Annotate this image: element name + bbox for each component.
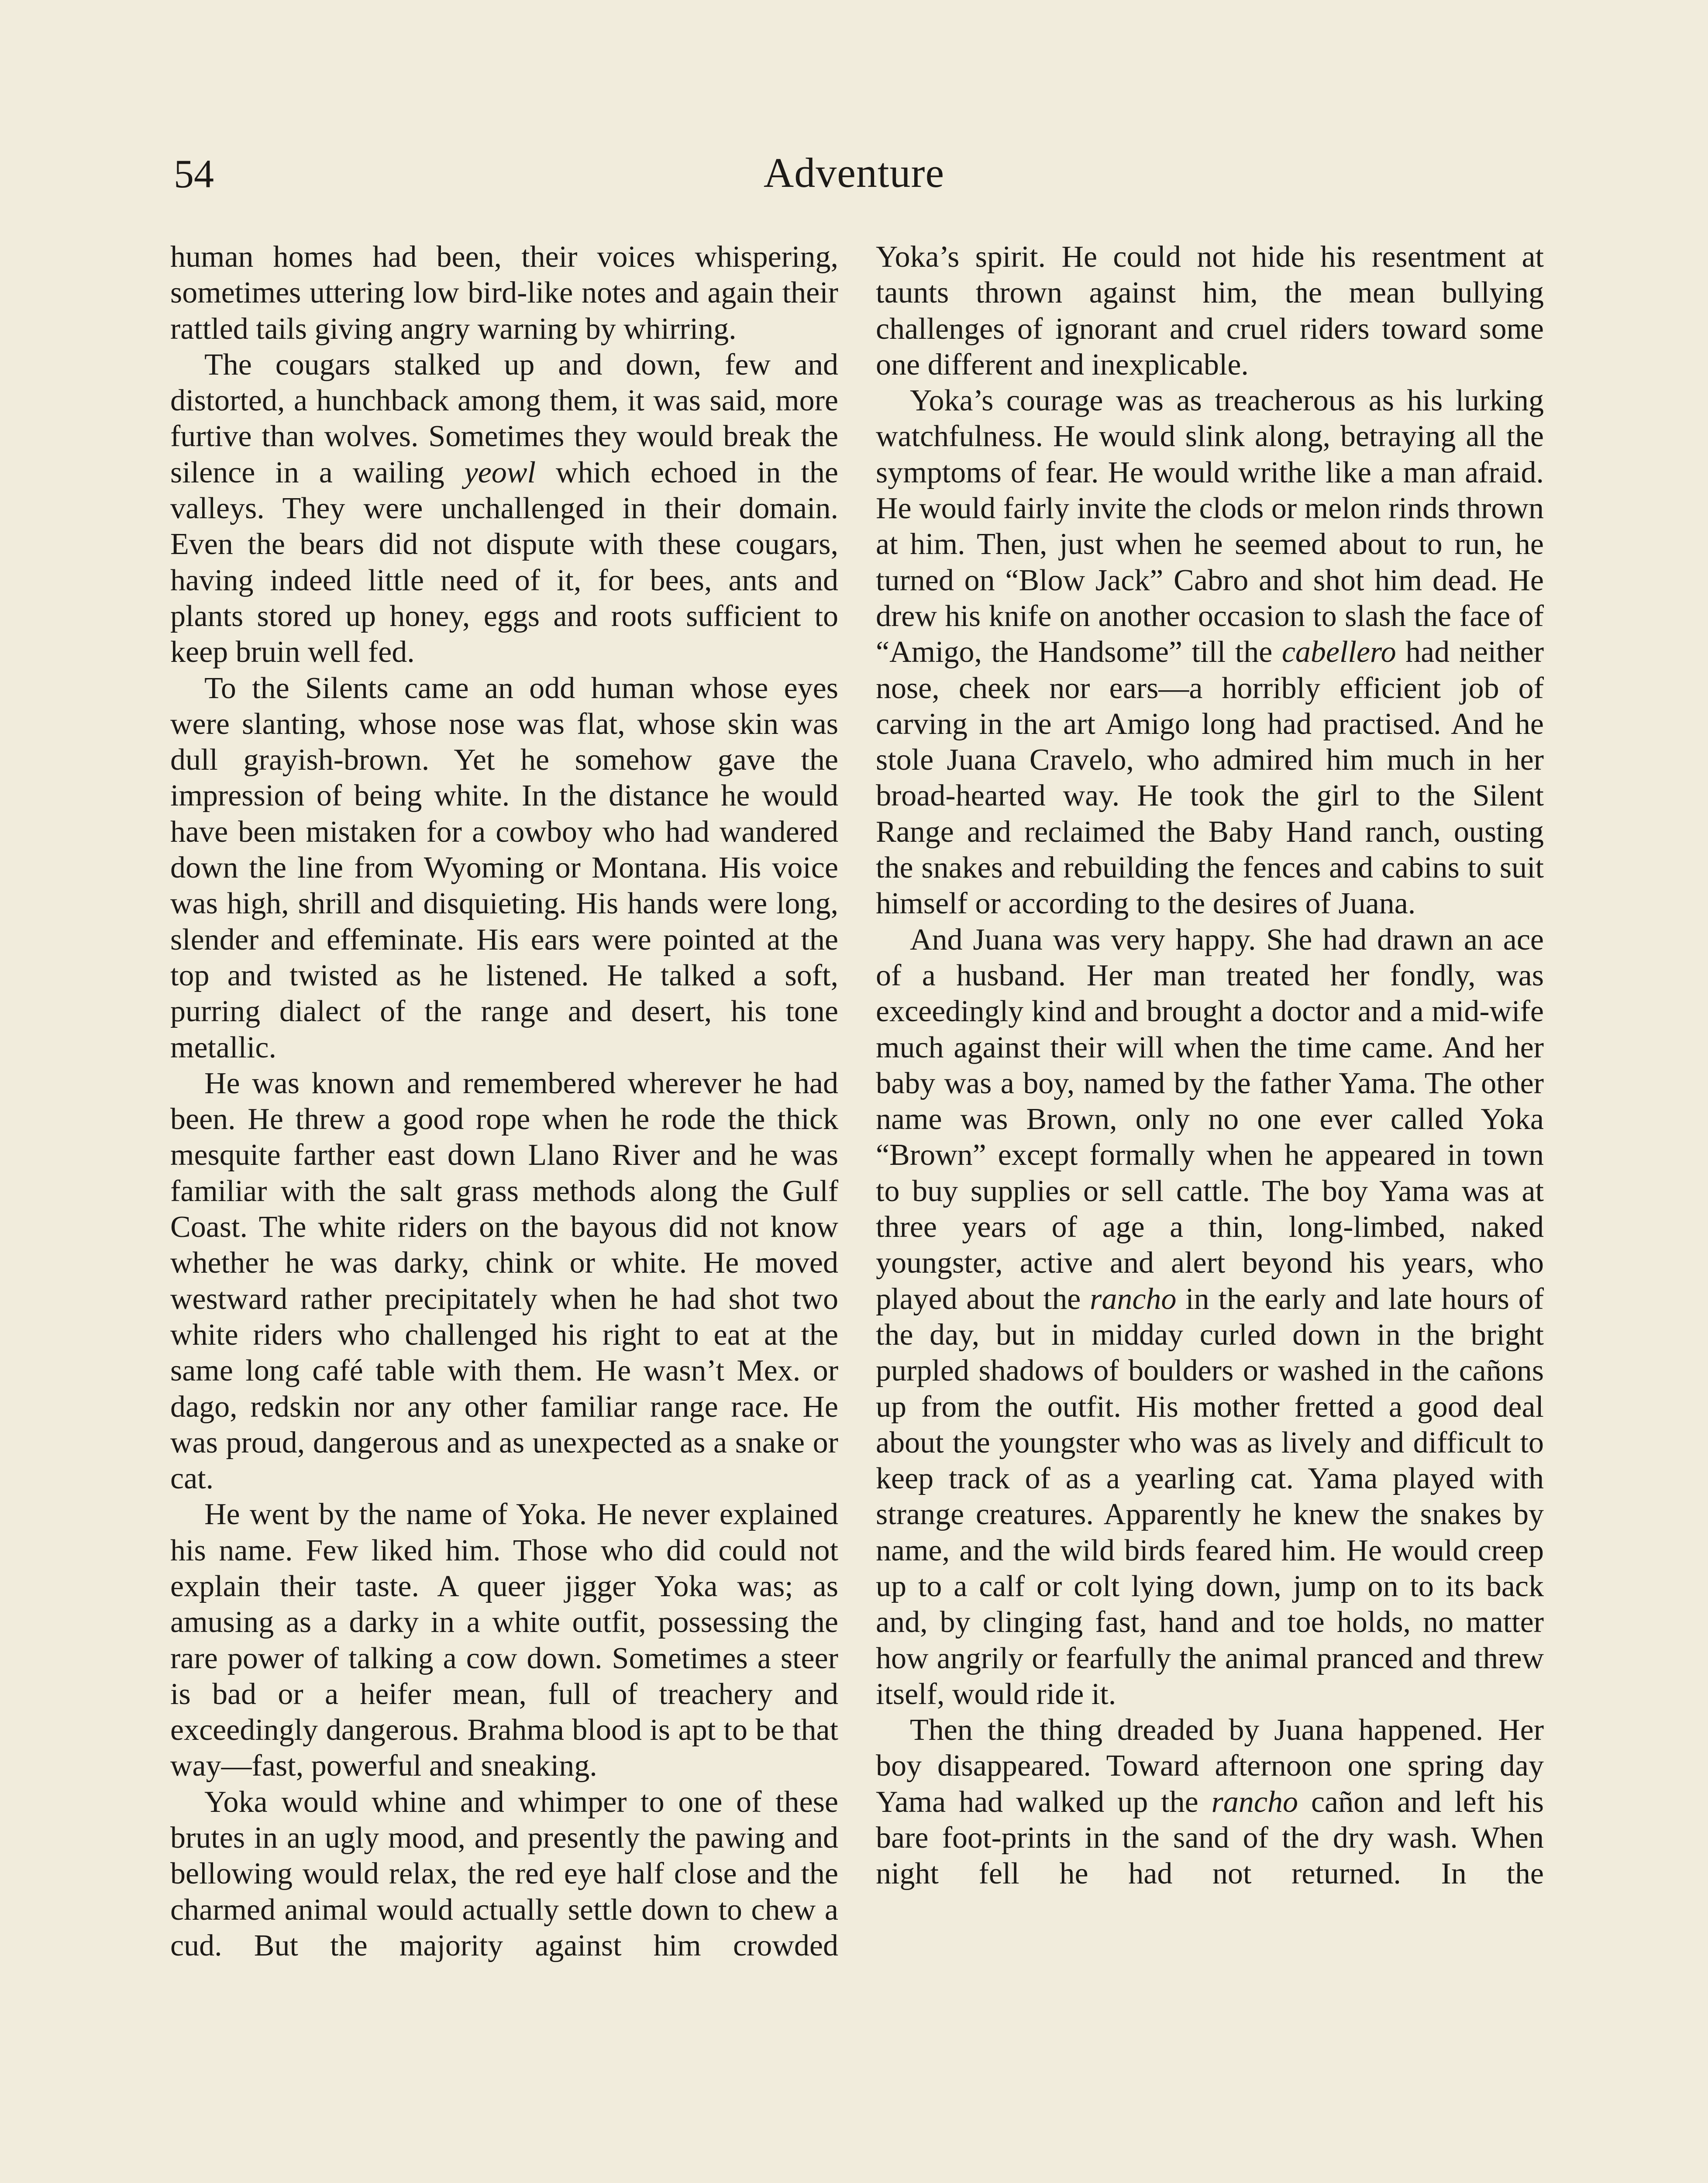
paragraph: He went by the name of Yoka. He never explained his name. Few liked him. Those who did could not explain their taste. A queer jigger Yoka was; as amusing as a darky in a white outfit, possessing the rare power of talking a cow down. Sometimes a steer is bad or a heifer mean, full of treachery and exceedingly dangerous. Brahma blood is apt to be that way—fast, powerful and sneaking. (170, 1498, 838, 1783)
italic-word: cabellero (1281, 635, 1396, 669)
italic-word: yeowl (464, 455, 536, 489)
page-number: 54 (174, 152, 214, 196)
paragraph: To the Silents came an odd human whose eyes were slanting, whose nose was flat, whose skin was dull grayish-brown. Yet he somehow gave the impression of being white. In the distance he would have been mistaken for a cowboy who had wandered down the line from Wyoming or Montana. His voice was high, shrill and disquieting. His hands were long, slender and effeminate. His ears were pointed at the top and twisted as he listened. He talked a soft, purring dialect of the range and desert, his tone metallic. (170, 671, 838, 1064)
paragraph: Yoka’s spirit. He could not hide his resentment at taunts thrown against him, the mean bullying challenges of ignorant and cruel riders toward some one different and inexplicable. (876, 240, 1544, 382)
running-head: Adventure (763, 149, 945, 196)
right-column (876, 239, 1544, 1892)
paragraph: He was known and remembered wherever he had been. He threw a good rope when he rode the thick mesquite farther east down Llano River and he was familiar with the salt grass methods along the Gulf Coast. The white riders on the bayous did not know whether he was darky, chink or white. He moved westward rather precipitately when he had shot two white riders who challenged his right to eat at the same long café table with them. He wasn’t Mex. or dago, redskin nor any other familiar range race. He was proud, dangerous and as unexpected as a snake or cat. (170, 1066, 838, 1496)
paragraph (876, 383, 1544, 922)
paragraph-text: And Juana was very happy. She had drawn an ace of a husband. Her man treated her fondly, was exceedingly kind and brought a doctor and a mid-wife much against their will when the time came. And her baby was a boy, named by the father Yama. The other name was Brown, only no one ever called Yoka “Brown” except formally when he appeared in town to buy supplies or sell cattle. The boy Yama was at three years of age a thin, long-limbed, naked youngster, active and alert beyond his years, who played about the (876, 923, 1544, 1316)
paragraph-text: had neither nose, cheek nor ears—a horribly efficient job of carving in the art Amigo long had practised. And he stole Juana Cravelo, who admired him much in her broad-hearted way. He took the girl to the Silent Range and reclaimed the Baby Hand ranch, ousting the snakes and rebuilding the fences and cabins to suit himself or according to the desires of Juana. (876, 635, 1544, 921)
paragraph-text: Then the thing dreaded by Juana happened. Her boy disappeared. Toward afternoon one spring day Yama had walked up the (876, 1713, 1544, 1819)
paragraph: human homes had been, their voices whispering, sometimes uttering low bird-like notes and again their rattled tails giving angry warning by whirring. (170, 240, 838, 346)
paragraph (170, 347, 838, 671)
left-column (170, 239, 838, 1964)
paragraph: Yoka would whine and whimper to one of these brutes in an ugly mood, and presently the pawing and bellowing would relax, the red eye half close and the charmed animal would actually settle down to chew a cud. But the majority against him crowded (170, 1785, 838, 1963)
paragraph (876, 1712, 1544, 1892)
italic-word: rancho (1090, 1282, 1177, 1316)
paragraph-text: in the early and late hours of the day, but in midday curled down in the bright purpled shadows of boulders or washed in the cañons up from the outfit. His mother fretted a good deal about the youngster who was as lively and difficult to keep track of as a yearling cat. Yama played with strange creatures. Apparently he knew the snakes by name, and the wild birds feared him. He would creep up to a calf or colt lying down, jump on to its back and, by clinging fast, hand and toe holds, no matter how angrily or fearfully the animal pranced and threw itself, would ride it. (876, 1282, 1544, 1711)
italic-word: rancho (1211, 1785, 1298, 1819)
paragraph-text: cañon and left his bare foot-prints in the sand of the dry wash. When night fell he had not returned. In the (876, 1785, 1544, 1891)
paragraph (876, 922, 1544, 1713)
paragraph-text: which echoed in the valleys. They were unchallenged in their domain. Even the bears did not dispute with these cougars, having indeed little need of it, for bees, ants and plants stored up honey, eggs and roots sufficient to keep bruin well fed. (170, 455, 838, 669)
paragraph-text: Yoka’s courage was as treacherous as his lurking watchfulness. He would slink along, betraying all the symptoms of fear. He would writhe like a man afraid. He would fairly invite the clods or melon rinds thrown at him. Then, just when he seemed about to run, he turned on “Blow Jack” Cabro and shot him dead. He drew his knife on another occasion to slash the face of “Amigo, the Handsome” till the (876, 384, 1544, 669)
paragraph-text: The cougars stalked up and down, few and distorted, a hunchback among them, it was said, more furtive than wolves. Sometimes they would break the silence in a wailing (170, 348, 838, 489)
